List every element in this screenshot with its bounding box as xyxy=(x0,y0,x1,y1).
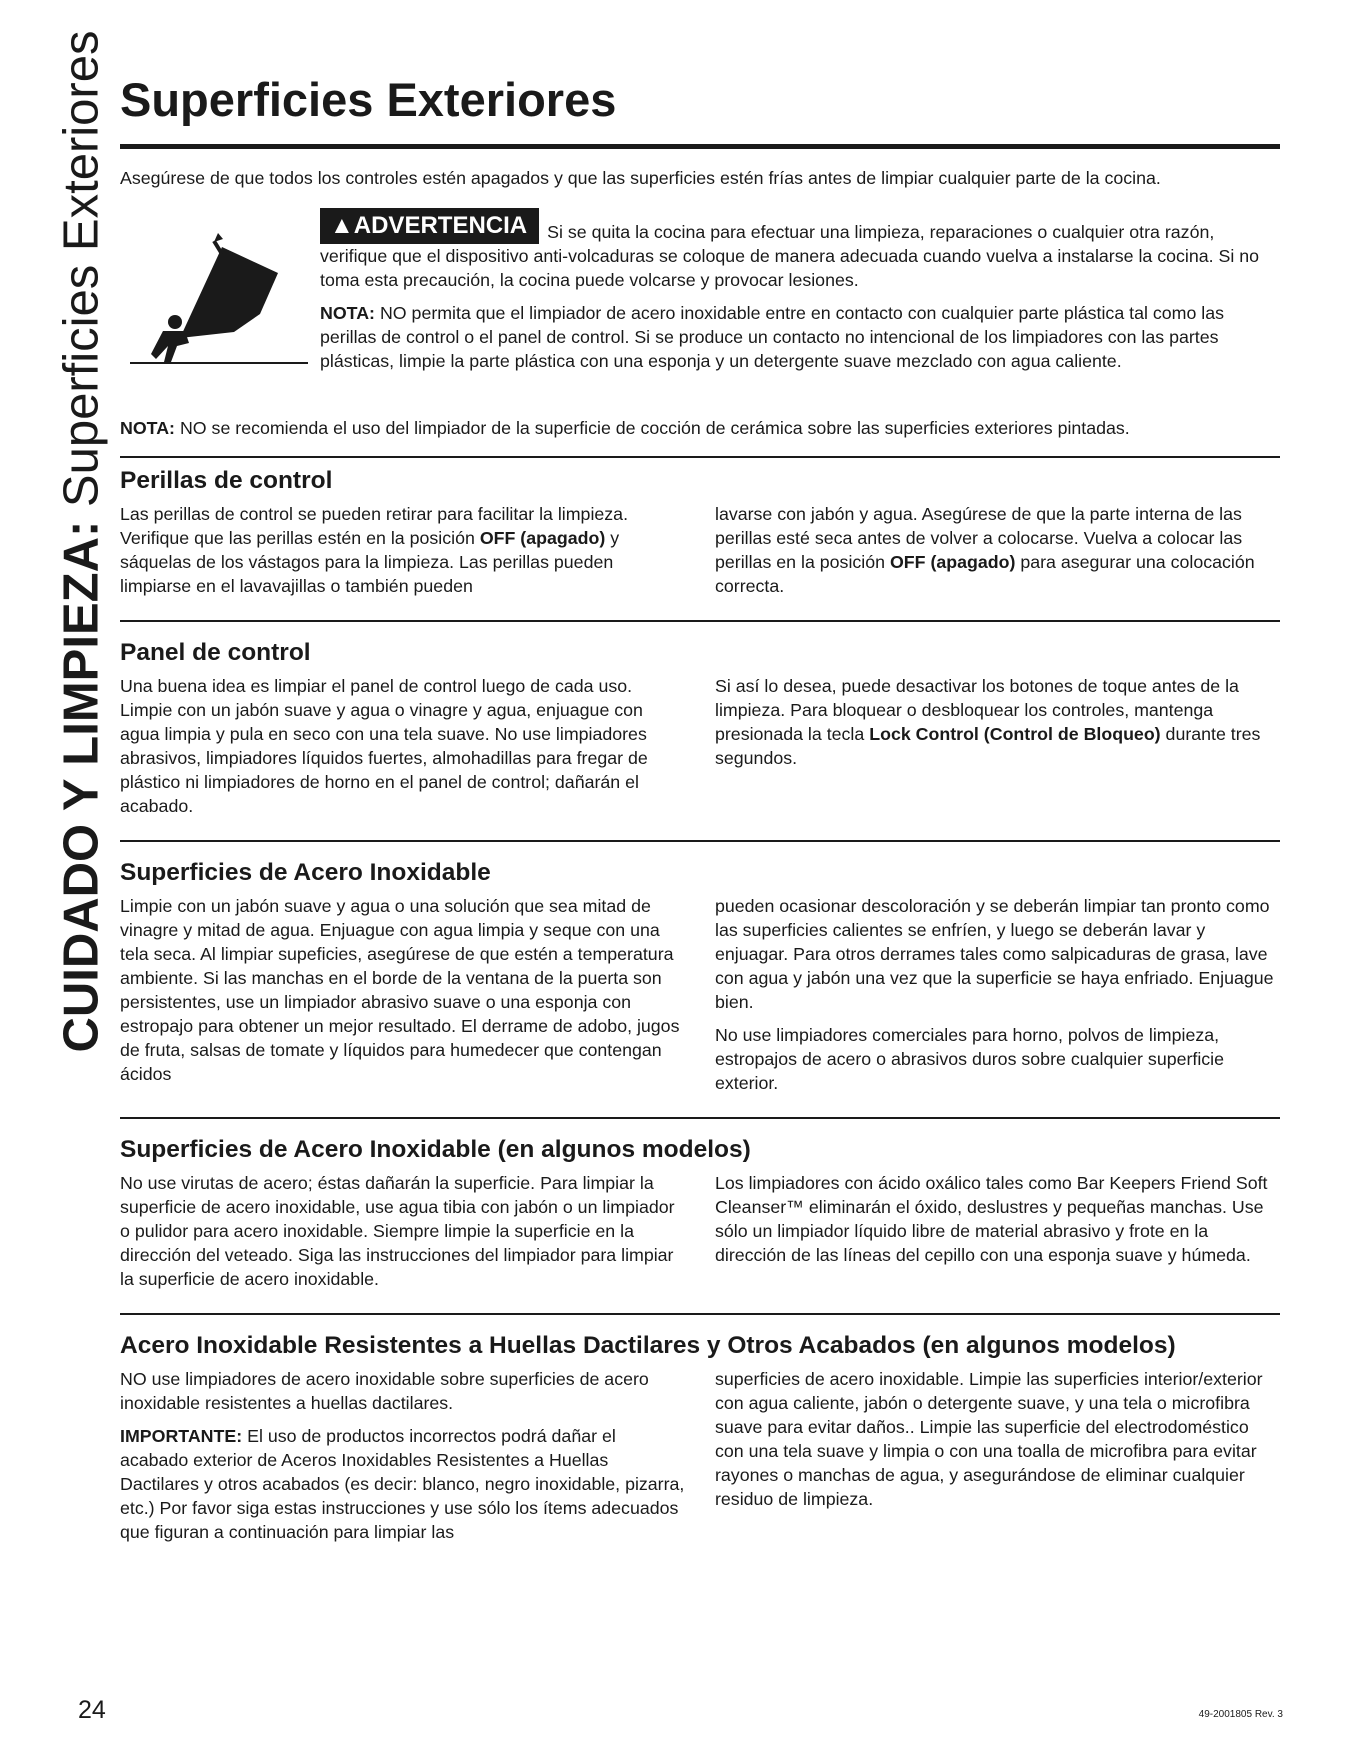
warning-badge: ▲ADVERTENCIA xyxy=(320,208,539,244)
text-run: Si así lo desea, puede desactivar los botones de toque antes de la limpieza. Para bloquear o desbloquear los controles, mantenga presionada la tecla xyxy=(715,676,1239,744)
text-run: El uso de productos incorrectos podrá dañar el acabado exterior de Aceros Inoxidables Resistentes a Huellas Dactilares y otros acabados (es decir: blanco, negro inoxidable, pizarra, etc.) Por favor siga estas instrucciones y use sólo los ítems adecuados que figuran a continuación para limpiar las xyxy=(120,1426,685,1542)
section-heading: Acero Inoxidable Resistentes a Huellas Dactilares y Otros Acabados (en algunos modelos) xyxy=(120,1332,1176,1359)
section-heading: Superficies de Acero Inoxidable xyxy=(120,859,491,886)
section-heading: Perillas de control xyxy=(120,467,333,494)
paragraph: superficies de acero inoxidable. Limpie las superficies interior/exterior con agua caliente, jabón o detergente suave, y una tela o microfibra suave para evitar daños.. Limpie las superficie del electrodoméstico con una tela suave y limpia o con una toalla de microfibra para evitar rayones o manchas de agua, y asegurándose de eliminar cualquier residuo de limpieza. xyxy=(715,1369,1263,1509)
bold-run: IMPORTANTE: xyxy=(120,1426,243,1446)
nota-label: NOTA: xyxy=(120,418,175,438)
warning-nota-text: NO permita que el limpiador de acero inoxidable entre en contacto con cualquier parte plástica tal como las perillas de control o el panel de control. Si se produce un contacto no intencional de los limpiadores con las partes plásticas, limpie la parte plástica con una esponja y un detergente suave mezclado con agua caliente. xyxy=(320,303,1225,371)
warning-nota-label: NOTA: xyxy=(320,303,375,323)
page-number: 24 xyxy=(78,1696,106,1724)
text-run: para asegurar una colocación correcta. xyxy=(715,552,1255,596)
left-column xyxy=(120,1367,685,1544)
text-run: lavarse con jabón y agua. Asegúrese de que la parte interna de las perillas esté seca antes de volver a colocarse. Vuelva a colocar las perillas en la posición xyxy=(715,504,1243,572)
bold-run: OFF (apagado) xyxy=(889,552,1016,572)
paragraph: No use limpiadores comerciales para horno, polvos de limpieza, estropajos de acero o abrasivos duros sobre cualquier superficie exterior. xyxy=(715,1025,1225,1093)
bold-run: Lock Control (Control de Bloqueo) xyxy=(869,724,1161,744)
nota-paragraph xyxy=(120,416,1280,440)
warning-label: ADVERTENCIA xyxy=(353,212,528,239)
paragraph: pueden ocasionar descoloración y se deberán limpiar tan pronto como las superficies calientes se enfríen, y luego se deberán lavar y enjuagar. Para otros derrames tales como salpicaduras de grasa, lave con agua y jabón una vez que la superficie se haya enfriado. Enjuague bien. xyxy=(715,896,1274,1012)
side-title-light: Superficies Exteriores xyxy=(54,30,109,507)
section-acero-modelos xyxy=(120,1117,1280,1291)
warning-text: Si se quita la cocina para efectuar una limpieza, reparaciones o cualquier otra razón, verifique que el dispositivo anti-volcaduras se coloque de manera adecuada cuando vuelva a instalarse la cocina. Si no toma esta precaución, la cocina puede volcarse y provocar lesiones. xyxy=(320,222,1260,290)
paragraph xyxy=(120,1424,685,1544)
left-column xyxy=(120,1171,685,1291)
left-column xyxy=(120,502,685,598)
section-heading: Panel de control xyxy=(120,639,311,666)
section-heading: Superficies de Acero Inoxidable (en algunos modelos) xyxy=(120,1136,751,1163)
page-title: Superficies Exteriores xyxy=(120,73,617,126)
section-perillas xyxy=(120,456,1280,598)
title-rule xyxy=(120,144,1280,149)
document-id: 49-2001805 Rev. 3 xyxy=(1198,1709,1283,1720)
section-panel xyxy=(120,620,1280,818)
right-column xyxy=(715,502,1280,598)
paragraph: Limpie con un jabón suave y agua o una solución que sea mitad de vinagre y mitad de agua. Enjuague con agua limpia y seque con una tela seca. Al limpiar supeficies, asegúrese de que estén a temperatura ambiente. Si las manchas en el borde de la ventana de la puerta son persistentes, use un limpiador abrasivo suave o una esponja con estropajo para obtener un mejor resultado. El derrame de adobo, jugos de fruta, salsas de tomate y líquidos para humedecer que contengan ácidos xyxy=(120,896,680,1084)
side-title-strong: CUIDADO Y LIMPIEZA: xyxy=(54,520,109,1052)
right-column xyxy=(715,1367,1280,1544)
bold-run: OFF (apagado) xyxy=(479,528,606,548)
right-column xyxy=(715,674,1280,818)
paragraph: Una buena idea es limpiar el panel de control luego de cada uso. Limpie con un jabón suave y agua o vinagre y agua, enjuague con agua limpia y pula en seco con una tela suave. No use limpiadores abrasivos, limpiadores líquidos fuertes, almohadillas para fregar de plástico ni limpiadores de horno en el panel de control; dañarán el acabado. xyxy=(120,676,648,816)
paragraph: Los limpiadores con ácido oxálico tales como Bar Keepers Friend Soft Cleanser™ eliminarán el óxido, deslustres y pequeñas manchas. Use sólo un limpiador líquido libre de material abrasivo y frote en la dirección de las líneas del cepillo con una esponja suave y húmeda. xyxy=(715,1173,1268,1265)
left-column xyxy=(120,674,685,818)
warning-block xyxy=(120,208,1280,408)
text-run: y sáquelas de los vástagos para la limpieza. Las perillas pueden limpiarse en el lavavajillas o también pueden xyxy=(120,528,620,596)
page-content xyxy=(120,72,1280,1544)
nota-text: NO se recomienda el uso del limpiador de la superficie de cocción de cerámica sobre las superficies exteriores pintadas. xyxy=(179,418,1130,438)
section-acero xyxy=(120,840,1280,1095)
paragraph: No use virutas de acero; éstas dañarán la superficie. Para limpiar la superficie de acero inoxidable, use agua tibia con jabón o un limpiador o pulidor para acero inoxidable. Siempre limpie la superficie en la dirección del veteado. Siga las instrucciones del limpiador para limpiar la superficie de acero inoxidable. xyxy=(120,1173,675,1289)
intro-paragraph: Asegúrese de que todos los controles estén apagados y que las superficies estén frías antes de limpiar cualquier parte de la cocina. xyxy=(120,168,1161,188)
right-column xyxy=(715,894,1280,1095)
paragraph: NO use limpiadores de acero inoxidable sobre superficies de acero inoxidable resistentes a huellas dactilares. xyxy=(120,1369,649,1413)
side-title xyxy=(52,30,112,1052)
left-column xyxy=(120,894,685,1095)
section-resistentes-huellas xyxy=(120,1313,1280,1544)
text-run: durante tres segundos. xyxy=(715,724,1261,768)
text-run: Las perillas de control se pueden retirar para facilitar la limpieza. Verifique que las perillas estén en la posición xyxy=(120,504,629,548)
anti-tip-warning-icon xyxy=(130,230,310,390)
right-column xyxy=(715,1171,1280,1291)
